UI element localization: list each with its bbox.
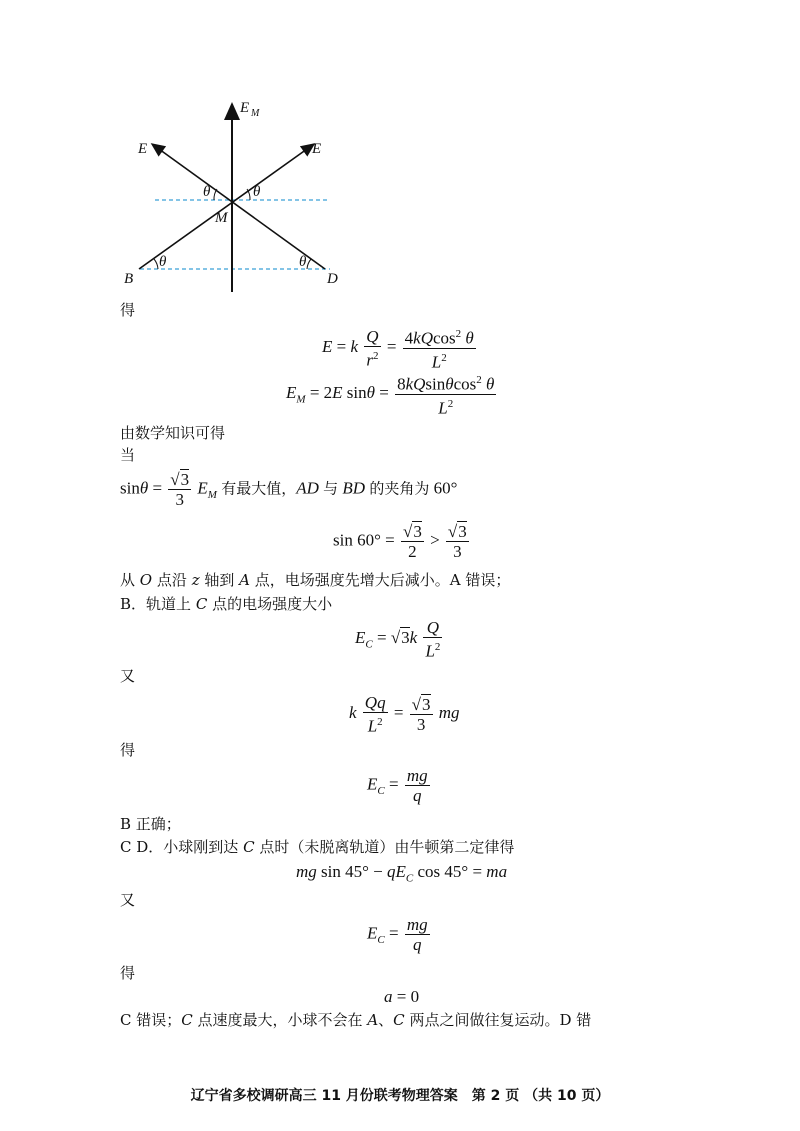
text-option-cd: C D．小球刚到达 C 点时（未脱离轨道）由牛顿第二定律得 <box>120 838 515 856</box>
label-theta-right-m: θ <box>253 184 261 200</box>
label-b: B <box>124 271 134 287</box>
text-option-b: B．轨道上 C 点的电场强度大小 <box>120 595 333 613</box>
text-de-2: 得 <box>120 741 136 759</box>
equation-ec-2: $E_C$ = $\frac{mg}{q}$ <box>367 766 428 805</box>
line-DM-to-E-left <box>152 144 325 269</box>
text-de-1: 得 <box>120 301 136 319</box>
equation-force: k $\frac{Qq}{L^2}$ = $\frac{√3}{3}$ mg <box>349 693 460 736</box>
label-e-right: E <box>312 141 322 157</box>
text-b-correct: B 正确； <box>120 815 181 833</box>
text-final: C 错误；C 点速度最大，小球不会在 A、C 两点之间做往复运动。D 错 <box>120 1011 592 1029</box>
text-de-3: 得 <box>120 964 136 982</box>
equation-a-zero: a = 0 <box>384 987 420 1006</box>
text-from-o: 从 O 点沿 z 轴到 A 点，电场强度先增大后减小。A 错误； <box>120 571 511 589</box>
label-em-sub: M <box>251 108 260 119</box>
label-e-left: E <box>138 141 148 157</box>
field-diagram <box>0 0 800 300</box>
text-you-1: 又 <box>120 667 136 685</box>
equation-sin-theta-line: sinθ = $\frac{√3}{3}$ $E_M$ 有最大值，AD 与 BD 的夹角为 60° <box>120 470 458 509</box>
equation-newton: mg $\sin 45^\circ - qE_C$ cos 45° = ma <box>296 862 508 885</box>
label-m: M <box>215 210 228 226</box>
label-theta-d: θ <box>299 254 307 270</box>
equation-ec-3: $E_C$ = $\frac{mg}{q}$ <box>367 915 428 954</box>
label-d: D <box>327 271 338 287</box>
equation-ec-1: $E_C = √3k$ $\frac{Q}{L^2}$ <box>355 618 441 661</box>
angle-arc-d <box>307 259 311 269</box>
text-you-2: 又 <box>120 891 136 909</box>
label-em: E <box>240 100 250 116</box>
label-theta-left-m: θ <box>203 184 211 200</box>
line-BM-to-E-right <box>139 144 314 269</box>
angle-arc-b <box>154 259 158 269</box>
equation-e: E = k $\frac{Q}{r^2}$ = $\frac{4kQcos^2 \theta}{L^2}$ <box>322 326 474 372</box>
label-theta-b: θ <box>159 254 167 270</box>
equation-em: $E_M = 2E$ sinθ = $\frac{8kQsin\theta\cos^2 \theta}{L^2}$ <box>286 371 498 417</box>
text-dang: 当 <box>120 446 136 464</box>
page-footer: 辽宁省多校调研高三 11 月份联考物理答案 第 2 页 （共 10 页） <box>190 1088 610 1104</box>
equation-sin60: sin 60° = $\frac{√3}{2}$ > $\frac{√3}{3}$ <box>333 522 467 561</box>
text-math-knowledge: 由数学知识可得 <box>120 424 226 442</box>
angle-arc-left-m <box>214 189 217 200</box>
